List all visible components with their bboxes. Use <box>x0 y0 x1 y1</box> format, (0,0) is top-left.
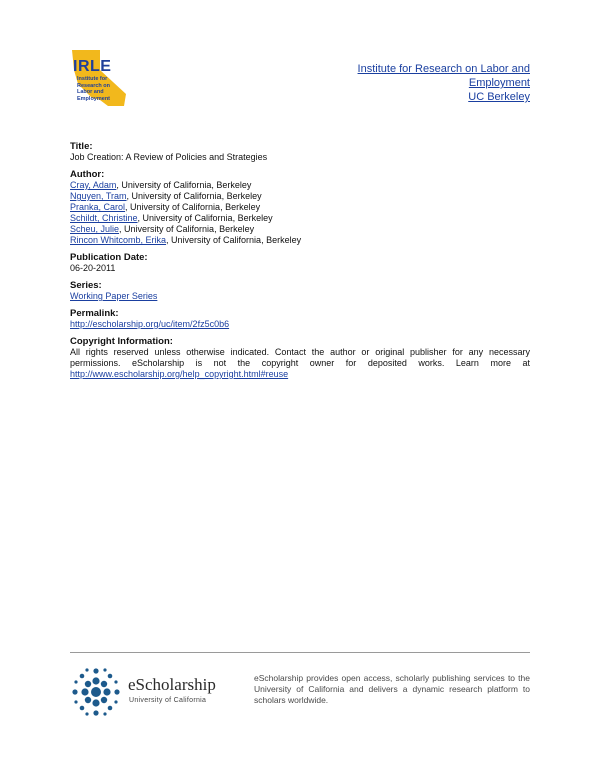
author-row <box>70 191 530 202</box>
author-label: Author: <box>70 169 105 180</box>
author-name-link[interactable]: Rincon Whitcomb, Erika <box>70 235 167 245</box>
series-link[interactable]: Working Paper Series <box>70 291 158 301</box>
series-field <box>70 280 530 302</box>
permalink-link[interactable]: http://escholarship.org/uc/item/2fz5c0b6 <box>70 319 230 329</box>
institute-line[interactable]: UC Berkeley <box>468 91 530 103</box>
logo-subtitle-line: Institute for <box>77 76 108 82</box>
author-name-link[interactable]: Nguyen, Tram <box>70 191 127 201</box>
copyright-help-link[interactable]: http://www.escholarship.org/help_copyright.html#reuse <box>70 369 289 379</box>
logo-subtitle <box>77 76 127 102</box>
copyright-field <box>70 336 530 380</box>
author-name-link[interactable]: Scheu, Julie <box>70 224 120 234</box>
author-field <box>70 169 530 246</box>
series-label: Series: <box>70 280 102 291</box>
escholarship-brand[interactable]: eScholarship <box>128 675 216 694</box>
author-row <box>70 213 530 224</box>
logo-subtitle-line: Labor and <box>77 89 104 95</box>
copyright-text <box>70 347 530 380</box>
author-row <box>70 224 530 235</box>
permalink-field <box>70 308 530 330</box>
author-name-link[interactable]: Schildt, Christine <box>70 213 138 223</box>
author-row <box>70 180 530 191</box>
author-row <box>70 235 530 246</box>
author-affiliation: , University of California, Berkeley <box>137 213 273 223</box>
author-affiliation: , University of California, Berkeley <box>119 224 255 234</box>
publication-date-label: Publication Date: <box>70 252 148 263</box>
author-name-link[interactable]: Cray, Adam <box>70 180 117 190</box>
escholarship-logo-icon[interactable] <box>70 666 122 718</box>
title-value: Job Creation: A Review of Policies and Strategies <box>70 152 268 162</box>
escholarship-subtitle: University of California <box>129 697 207 704</box>
author-affiliation: , University of California, Berkeley <box>125 202 261 212</box>
document-metadata <box>70 141 530 386</box>
author-affiliation: , University of California, Berkeley <box>166 235 302 245</box>
irle-logo <box>70 48 128 108</box>
logo-subtitle-line: Employment <box>77 95 111 102</box>
title-label: Title: <box>70 141 93 152</box>
publication-date-value: 06-20-2011 <box>70 263 116 273</box>
copyright-body: All rights reserved unless otherwise indicated. Contact the author or original publisher for any necessary permissions. eScholarship is not the copyright owner for deposited works. Learn more at <box>70 347 530 368</box>
author-affiliation: , University of California, Berkeley <box>126 191 262 201</box>
footer-divider <box>70 652 530 653</box>
permalink-label: Permalink: <box>70 308 119 319</box>
institute-line[interactable]: Employment <box>468 77 530 89</box>
institute-link[interactable] <box>330 62 530 104</box>
logo-subtitle-line: Research on <box>77 82 111 89</box>
title-field <box>70 141 530 163</box>
footer-description: eScholarship provides open access, scholarly publishing services to the University of California and delivers a dynamic research platform to scholars worldwide. <box>254 673 530 705</box>
institute-line[interactable]: Institute for Research on Labor and <box>357 63 530 75</box>
publication-date-field <box>70 252 530 274</box>
logo-title: IRLE <box>73 58 112 75</box>
copyright-label: Copyright Information: <box>70 336 173 347</box>
author-affiliation: , University of California, Berkeley <box>116 180 252 190</box>
author-name-link[interactable]: Pranka, Carol <box>70 202 126 212</box>
author-row <box>70 202 530 213</box>
